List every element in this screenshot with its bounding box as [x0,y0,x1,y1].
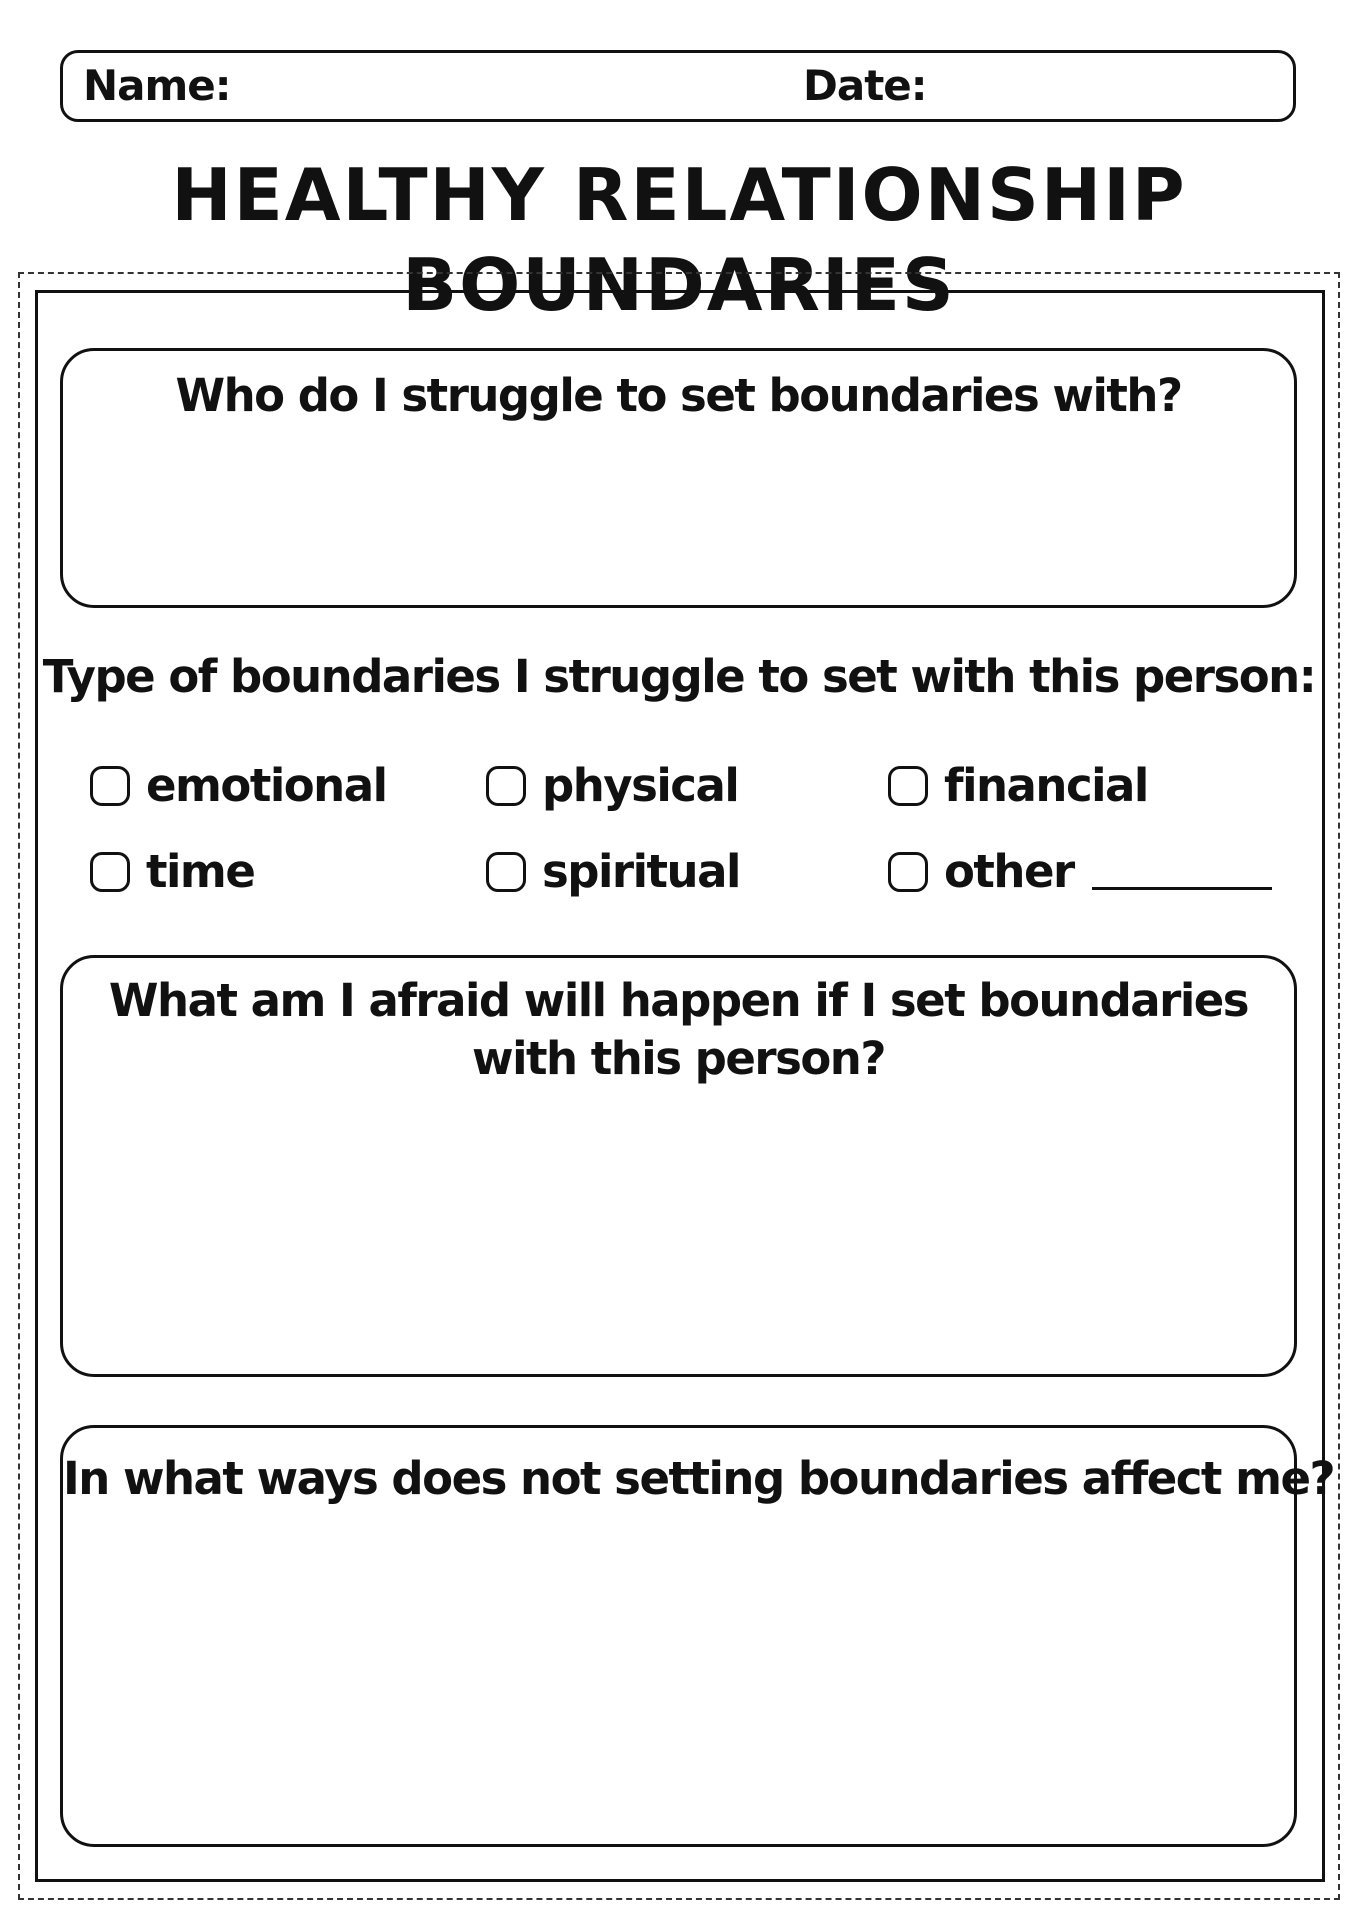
option-time[interactable] [90,842,254,902]
question-who-text: Who do I struggle to set boundaries with? [175,369,1182,422]
question-box-affect[interactable] [60,1425,1335,1847]
checkbox[interactable] [486,766,526,806]
question-afraid-line2: with this person? [472,1032,885,1085]
page-title: HEALTHY RELATIONSHIP BOUNDARIES [171,153,1187,327]
boundary-types-heading: Type of boundaries I struggle to set with this person: [42,650,1316,703]
question-affect-text: In what ways does not setting boundaries affect me? [63,1452,1335,1505]
other-write-in-line[interactable] [1092,887,1272,890]
question-afraid-line1: What am I afraid will happen if I set boundaries [108,974,1249,1027]
checkbox[interactable] [486,852,526,892]
checkbox[interactable] [90,852,130,892]
option-spiritual[interactable] [486,842,740,902]
name-label: Name: [83,61,231,110]
checkbox[interactable] [888,766,928,806]
checkbox[interactable] [90,766,130,806]
option-label: other [944,845,1074,898]
option-physical[interactable] [486,756,738,816]
option-label: spiritual [542,845,740,898]
option-label: physical [542,759,739,812]
name-date-bar [60,50,1296,122]
checkbox[interactable] [888,852,928,892]
option-financial[interactable] [888,756,1148,816]
date-label: Date: [803,61,927,110]
question-box-afraid[interactable] [60,955,1297,1377]
option-label: financial [944,759,1148,812]
option-label: emotional [146,759,387,812]
option-other[interactable] [888,842,1272,902]
question-afraid-text [63,972,1294,1088]
question-box-who[interactable] [60,348,1297,608]
option-label: time [146,845,255,898]
option-emotional[interactable] [90,756,387,816]
